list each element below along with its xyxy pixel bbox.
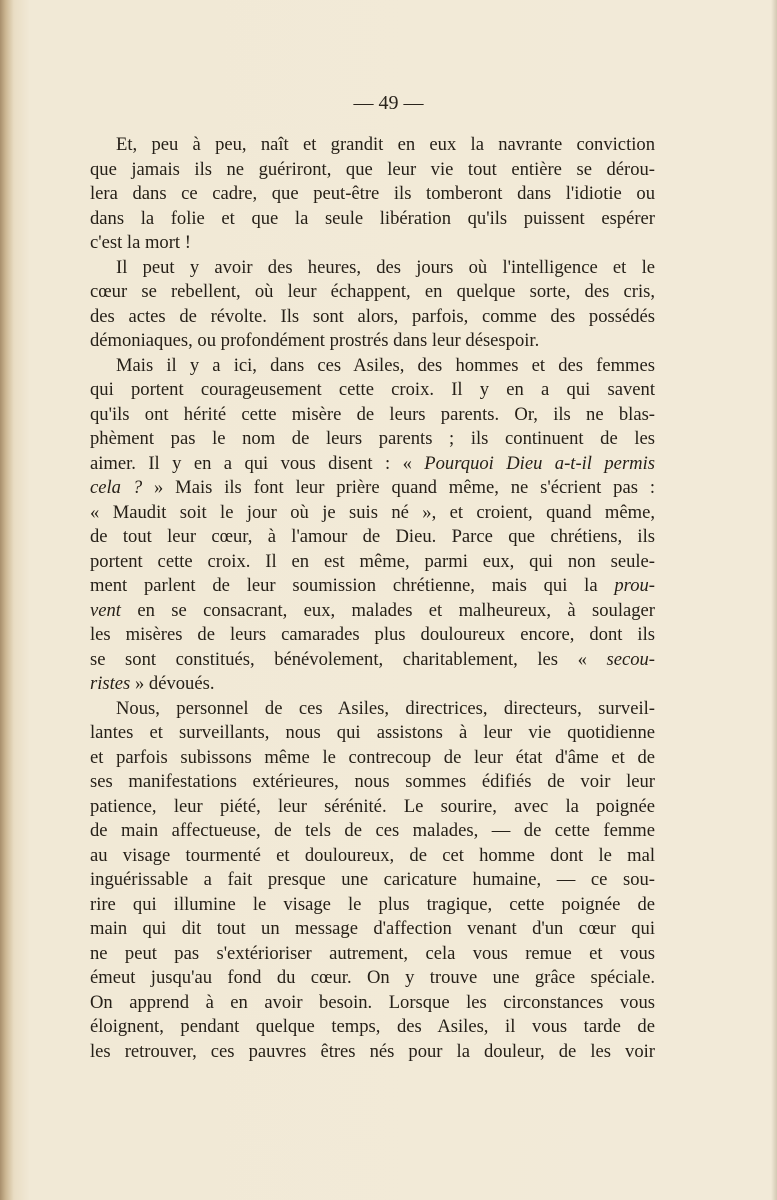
- text-line: [90, 305, 655, 330]
- italic-text: secou-: [606, 648, 655, 670]
- body-text: [90, 133, 655, 1064]
- line-text: phèment pas le nom de leurs parents ; ils continuent de les: [90, 428, 655, 449]
- text-line: [90, 991, 655, 1016]
- text-line: [90, 182, 655, 207]
- line-text: au visage tourmenté et douloureux, de cet homme dont le mal: [90, 844, 655, 866]
- text-line: [90, 525, 655, 550]
- text-line: [90, 697, 655, 722]
- text-line: [90, 721, 655, 746]
- text-line: [90, 746, 655, 771]
- line-text: portent cette croix. Il en est même, parmi eux, qui non seule-: [90, 550, 655, 572]
- line-text: et parfois subissons même le contrecoup de leur état d'âme et de: [90, 746, 655, 768]
- line-text: patience, leur piété, leur sérénité. Le sourire, avec la poignée: [90, 795, 655, 817]
- line-text: dans la folie et que la seule libération qu'ils puissent espérer: [90, 207, 655, 229]
- line-text: Nous, personnel de ces Asiles, directrices, directeurs, surveil-: [116, 697, 655, 719]
- line-text: de main affectueuse, de tels de ces malades, — de cette femme: [90, 820, 655, 841]
- italic-text: cela ?: [90, 477, 143, 498]
- text-line: [90, 133, 655, 158]
- italic-text: ristes: [90, 673, 131, 694]
- text-line: [90, 770, 655, 795]
- line-text: qui portent courageusement cette croix. Il y en a qui savent: [90, 379, 655, 400]
- italic-text: vent: [90, 599, 121, 621]
- line-text: éloignent, pendant quelque temps, des Asiles, il vous tarde de: [90, 1016, 655, 1037]
- line-text: qu'ils ont hérité cette misère de leurs parents. Or, ils ne blas-: [90, 403, 655, 425]
- text-line: [90, 917, 655, 942]
- line-text: démoniaques, ou profondément prostrés dans leur désespoir.: [90, 330, 540, 351]
- text-line: [90, 476, 655, 501]
- line-text: des actes de révolte. Ils sont alors, parfois, comme des possédés: [90, 305, 655, 327]
- text-line: [90, 623, 655, 648]
- text-line: [90, 207, 655, 232]
- italic-text: Pourquoi Dieu a-t-il permis: [424, 452, 656, 474]
- line-text: ne peut pas s'extérioriser autrement, cela vous remue et vous: [90, 942, 655, 964]
- line-text: émeut jusqu'au fond du cœur. On y trouve une grâce spéciale.: [90, 967, 655, 988]
- line-text: Il peut y avoir des heures, des jours où l'intelligence et le: [116, 256, 655, 278]
- line-text: en se consacrant, eux, malades et malheureux, à soulager: [120, 599, 655, 621]
- text-line: [90, 966, 655, 991]
- line-text: les misères de leurs camarades plus douloureux encore, dont ils: [90, 624, 655, 645]
- text-line: [90, 648, 655, 673]
- line-text: les retrouver, ces pauvres êtres nés pour la douleur, de les voir: [90, 1040, 655, 1062]
- text-line: [90, 819, 655, 844]
- line-text: ment parlent de leur soumission chrétienne, mais qui la: [90, 575, 615, 596]
- text-line: [90, 574, 655, 599]
- text-line: [90, 795, 655, 820]
- line-text: On apprend à en avoir besoin. Lorsque les circonstances vous: [90, 991, 655, 1013]
- line-text: c'est la mort !: [90, 232, 191, 253]
- text-line: [90, 672, 655, 697]
- line-text: que jamais ils ne guériront, que leur vie tout entière se dérou-: [90, 158, 655, 180]
- text-line: [90, 427, 655, 452]
- text-line: [90, 280, 655, 305]
- line-text: « Maudit soit le jour où je suis né », et croient, quand même,: [90, 501, 655, 523]
- line-text: lantes et surveillants, nous qui assistons à leur vie quotidienne: [90, 722, 655, 743]
- text-line: [90, 599, 655, 624]
- line-text: rire qui illumine le visage le plus tragique, cette poignée de: [90, 893, 655, 915]
- text-line: [90, 231, 655, 256]
- text-line: [90, 329, 655, 354]
- text-line: [90, 942, 655, 967]
- text-line: [90, 403, 655, 428]
- text-line: [90, 844, 655, 869]
- text-line: [90, 256, 655, 281]
- text-line: [90, 1015, 655, 1040]
- text-line: [90, 452, 655, 477]
- text-line: [90, 378, 655, 403]
- line-text: de tout leur cœur, à l'amour de Dieu. Parce que chrétiens, ils: [90, 526, 655, 547]
- line-text: Mais il y a ici, dans ces Asiles, des hommes et des femmes: [116, 354, 655, 376]
- line-text: ses manifestations extérieures, nous sommes édifiés de voir leur: [90, 771, 655, 792]
- text-line: [90, 893, 655, 918]
- text-line: [90, 550, 655, 575]
- line-text: cœur se rebellent, où leur échappent, en quelque sorte, des cris,: [90, 281, 655, 302]
- line-text: lera dans ce cadre, que peut-être ils tomberont dans l'idiotie ou: [90, 183, 655, 204]
- text-line: [90, 354, 655, 379]
- text-line: [90, 1040, 655, 1065]
- text-line: [90, 868, 655, 893]
- page-number: — 49 —: [353, 92, 424, 114]
- line-text: aimer. Il y en a qui vous disent : «: [90, 452, 425, 474]
- line-text: Et, peu à peu, naît et grandit en eux la navrante conviction: [116, 134, 655, 155]
- italic-text: prou-: [614, 575, 655, 596]
- line-text: » dévoués.: [130, 673, 215, 694]
- line-text: » Mais ils font leur prière quand même, ne s'écrient pas :: [142, 477, 655, 498]
- line-text: inguérissable a fait presque une caricature humaine, — ce sou-: [90, 869, 655, 890]
- text-line: [90, 501, 655, 526]
- text-line: [90, 158, 655, 183]
- line-text: main qui dit tout un message d'affection venant d'un cœur qui: [90, 918, 655, 939]
- line-text: se sont constitués, bénévolement, charitablement, les «: [90, 648, 607, 670]
